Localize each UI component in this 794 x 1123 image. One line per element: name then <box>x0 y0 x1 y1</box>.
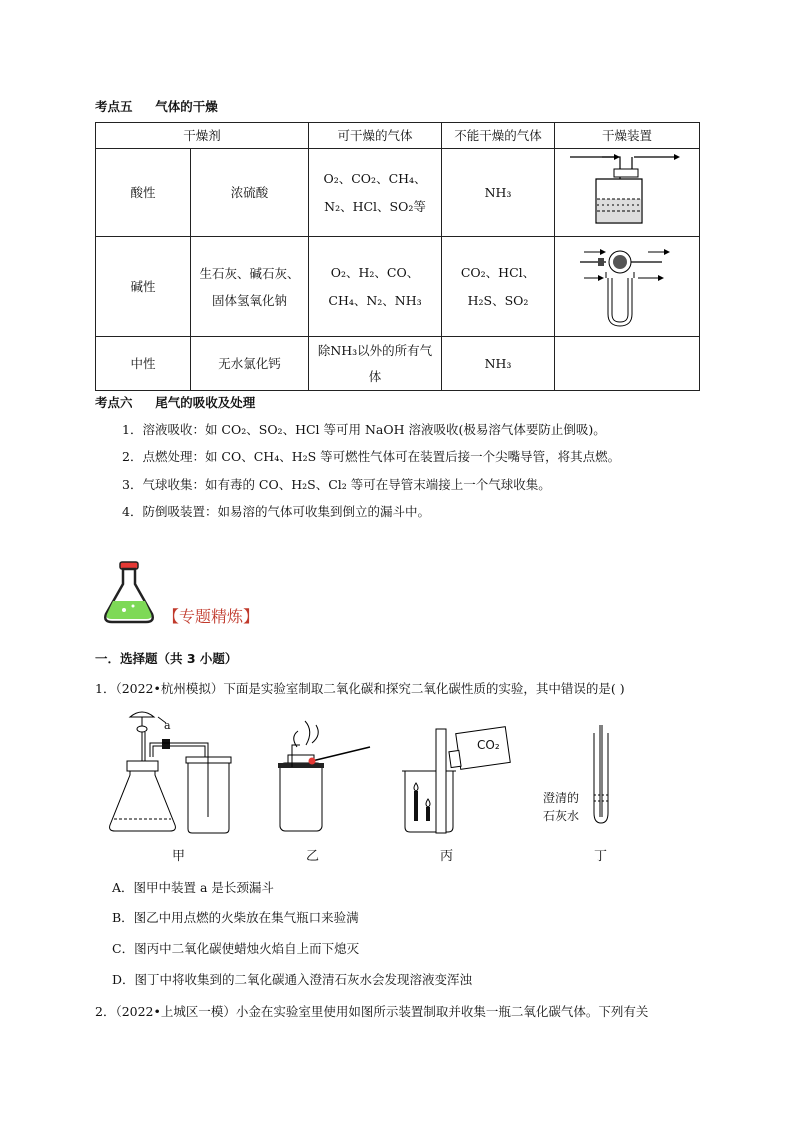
row-can-dry: O₂、H₂、CO、CH₄、N₂、NH₃ <box>309 237 442 337</box>
label-a: a <box>164 719 171 732</box>
list-item: 2．点燃处理：如 CO、CH₄、H₂S 等可燃性气体可在装置后接一个尖嘴导管，将其点燃。 <box>122 449 621 464</box>
section5-label: 考点五 <box>95 99 133 114</box>
table-row <box>96 149 700 237</box>
row-agent: 浓硫酸 <box>191 149 309 237</box>
row-type: 酸性 <box>96 149 191 237</box>
row-type: 碱性 <box>96 237 191 337</box>
question-1-stem: 1．（2022•杭州模拟）下面是实验室制取二氧化碳和探究二氧化碳性质的实验，其中错误的是( ) <box>95 681 625 696</box>
row-cannot-dry: CO₂、HCl、H₂S、SO₂ <box>442 237 555 337</box>
caption-yi: 乙 <box>306 849 320 864</box>
apparatus-ding <box>594 725 608 823</box>
section6-label: 考点六 <box>95 395 133 410</box>
row-can-dry: 除NH₃以外的所有气体 <box>309 337 442 391</box>
drying-tube-diagram <box>555 237 700 337</box>
section5-title: 气体的干燥 <box>155 99 218 114</box>
empty-cell <box>555 337 700 391</box>
caption-jia: 甲 <box>172 849 186 864</box>
option-b: B．图乙中用点燃的火柴放在集气瓶口来验满 <box>112 910 359 925</box>
caption-ding: 丁 <box>594 849 608 864</box>
row-type: 中性 <box>96 337 191 391</box>
topic-banner: 【专题精炼】 <box>163 607 260 626</box>
row-agent: 生石灰、碱石灰、固体氢氧化钠 <box>191 237 309 337</box>
question-2-stem: 2．（2022•上城区一模）小金在实验室里使用如图所示装置制取并收集一瓶二氧化碳气体。下列有关 <box>95 1004 649 1019</box>
table-header-row <box>96 123 700 149</box>
gas-washing-bottle-diagram <box>555 149 700 237</box>
option-a: A．图甲中装置 a 是长颈漏斗 <box>112 880 274 895</box>
row-cannot-dry: NH₃ <box>442 149 555 237</box>
row-cannot-dry: NH₃ <box>442 337 555 391</box>
header-apparatus: 干燥装置 <box>555 123 700 149</box>
row-agent: 无水氯化钙 <box>191 337 309 391</box>
limewater-label-line1: 澄清的 <box>543 791 580 805</box>
header-desiccant: 干燥剂 <box>96 123 309 149</box>
list-item: 1．溶液吸收：如 CO₂、SO₂、HCl 等可用 NaOH 溶液吸收(极易溶气体要防止倒吸)。 <box>122 422 606 437</box>
header-cannot-dry: 不能干燥的气体 <box>442 123 555 149</box>
part-title: 一．选择题（共 3 小题） <box>95 651 238 666</box>
limewater-label-line2: 石灰水 <box>543 809 580 823</box>
list-item: 4．防倒吸装置：如易溶的气体可收集到倒立的漏斗中。 <box>122 504 430 519</box>
row-can-dry: O₂、CO₂、CH₄、N₂、HCl、SO₂等 <box>309 149 442 237</box>
option-c: C．图丙中二氧化碳使蜡烛火焰自上而下熄灭 <box>112 941 360 956</box>
section6-heading <box>95 393 255 411</box>
apparatus-yi <box>278 721 370 831</box>
table-row <box>96 337 700 391</box>
caption-bing: 丙 <box>440 849 454 864</box>
option-d: D．图丁中将收集到的二氧化碳通入澄清石灰水会发现溶液变浑浊 <box>112 972 473 987</box>
section5-heading <box>95 97 218 115</box>
table-row <box>96 237 700 337</box>
flask-icon <box>100 560 158 624</box>
list-item: 3．气球收集：如有毒的 CO、H₂S、Cl₂ 等可在导管末端接上一个气球收集。 <box>122 477 551 492</box>
drying-table <box>95 122 700 391</box>
header-can-dry: 可干燥的气体 <box>309 123 442 149</box>
section6-title: 尾气的吸收及处理 <box>155 395 256 410</box>
co2-label: CO₂ <box>477 738 500 752</box>
